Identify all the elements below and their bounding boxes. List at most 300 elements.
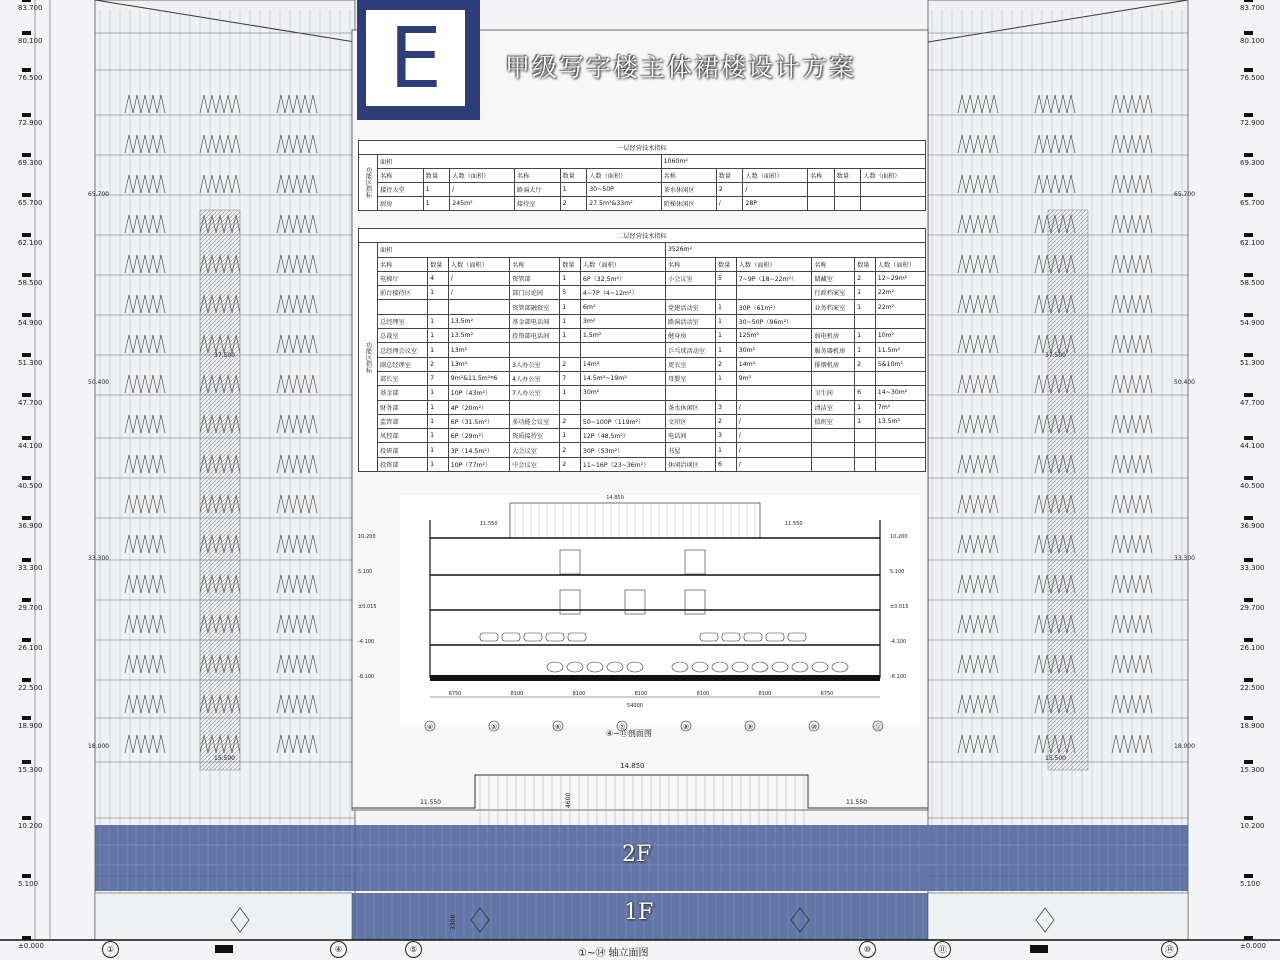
level-marker-bar bbox=[1244, 113, 1253, 117]
level-mark: 58.500 bbox=[1240, 279, 1265, 287]
table-cell: 风控部 bbox=[378, 429, 428, 443]
section-caption: ④~⑪剖面图 bbox=[606, 729, 652, 738]
section-level: -8.100 bbox=[890, 674, 907, 680]
table-row bbox=[359, 286, 926, 300]
level-mark: 69.300 bbox=[1240, 159, 1265, 167]
table-cell: 1 bbox=[560, 329, 581, 343]
level-mark: 18.900 bbox=[1240, 722, 1265, 730]
level-marker-bar bbox=[1244, 476, 1253, 480]
area-label: 面积 bbox=[378, 155, 662, 169]
table-cell bbox=[875, 429, 925, 443]
level-marker-bar bbox=[1244, 816, 1253, 820]
section-level: 11.550 bbox=[480, 521, 498, 527]
level-mark: 76.500 bbox=[18, 74, 43, 82]
level-marker-bar bbox=[1244, 598, 1253, 602]
logo-badge bbox=[357, 0, 480, 120]
table-cell: 茶水休闲区 bbox=[661, 183, 716, 197]
elev-mark: 50.400 bbox=[1174, 379, 1195, 386]
table-cell: 13.5m² bbox=[448, 329, 509, 343]
table-cell: 部长室 bbox=[378, 371, 428, 385]
table-cell: 1 bbox=[716, 443, 737, 457]
table-cell: 13m² bbox=[448, 357, 509, 371]
table-cell: 1 bbox=[428, 343, 449, 357]
elevation-axis-bubble: ④ bbox=[330, 941, 347, 958]
level-marker-bar bbox=[1244, 353, 1253, 357]
level-mark: 83.700 bbox=[18, 4, 43, 12]
level-marker-bar bbox=[1244, 874, 1253, 878]
table-cell: 28P bbox=[743, 197, 808, 211]
table-cell: 电梯厅 bbox=[378, 271, 428, 285]
table-header: 人数（面积） bbox=[743, 169, 808, 183]
table-cell: 10P（43m²） bbox=[448, 386, 509, 400]
elev-mark: 65.700 bbox=[88, 191, 109, 198]
table-cell: 厨房 bbox=[378, 197, 424, 211]
level-mark: 22.500 bbox=[1240, 684, 1265, 692]
table-cell: 2 bbox=[560, 197, 587, 211]
table-header: 名称 bbox=[808, 169, 835, 183]
table-caption: 一层经营技术指标 bbox=[359, 141, 926, 155]
floor-label-2f: 2F bbox=[622, 842, 652, 867]
level-marker-bar bbox=[22, 153, 31, 157]
table-cell bbox=[812, 371, 855, 385]
table-cell: 更衣室 bbox=[665, 357, 715, 371]
table-cell: 健身房 bbox=[665, 329, 715, 343]
table-cell: 9m² bbox=[736, 371, 812, 385]
level-mark: 72.900 bbox=[1240, 119, 1265, 127]
table-cell: 1 bbox=[560, 386, 581, 400]
elev-mark: 18.000 bbox=[1174, 743, 1195, 750]
elevation-axis-bubble: ⑭ bbox=[1161, 941, 1178, 958]
table-cell: / bbox=[736, 429, 812, 443]
table-cell: 前台接待区 bbox=[378, 286, 428, 300]
level-mark: 10.200 bbox=[18, 822, 43, 830]
table-cell: 1 bbox=[716, 343, 737, 357]
table-cell: 接待大堂 bbox=[378, 183, 424, 197]
section-axis-label: ⑧ bbox=[682, 723, 690, 731]
level-mark: 69.300 bbox=[18, 159, 43, 167]
table-row bbox=[359, 386, 926, 400]
level-marker-bar bbox=[1244, 153, 1253, 157]
section-axis-label: ⑦ bbox=[618, 723, 626, 731]
table-cell: 中会议室 bbox=[510, 457, 560, 471]
table-cell: 245m² bbox=[450, 197, 515, 211]
level-mark: 26.100 bbox=[18, 644, 43, 652]
table-cell: 12P（48.5m²） bbox=[580, 429, 665, 443]
table-row bbox=[359, 371, 926, 385]
table-cell: 7 bbox=[428, 371, 449, 385]
section-axis-label: ⑥ bbox=[554, 723, 562, 731]
level-mark: 65.700 bbox=[18, 199, 43, 207]
level-marker-bar bbox=[22, 113, 31, 117]
level-marker-bar bbox=[1244, 313, 1253, 317]
table-cell: 13m² bbox=[448, 343, 509, 357]
table-cell: 1 bbox=[428, 457, 449, 471]
level-mark: 40.500 bbox=[1240, 482, 1265, 490]
level-marker-bar bbox=[1244, 233, 1253, 237]
table-cell: / bbox=[736, 457, 812, 471]
table-cell: / bbox=[736, 414, 812, 428]
table-row bbox=[359, 457, 926, 471]
level-mark: 5.100 bbox=[1240, 880, 1261, 888]
table-header: 人数（面积） bbox=[448, 257, 509, 271]
table-cell bbox=[736, 386, 812, 400]
table-cell: 30m² bbox=[736, 343, 812, 357]
table-cell: 1 bbox=[560, 183, 587, 197]
podium-dim: 4600 bbox=[565, 792, 572, 808]
level-marker-bar bbox=[1244, 716, 1253, 720]
table-cell bbox=[510, 343, 560, 357]
table-row bbox=[359, 197, 926, 211]
table-cell bbox=[875, 371, 925, 385]
area-value: 3526m² bbox=[665, 243, 925, 257]
table-cell bbox=[861, 197, 926, 211]
section-span: 6750 bbox=[448, 691, 462, 697]
table-cell: 1 bbox=[428, 414, 449, 428]
table-cell: 7人办公室 bbox=[510, 386, 560, 400]
level-mark: 80.100 bbox=[18, 37, 43, 45]
table-header: 数量 bbox=[716, 169, 743, 183]
right-ground bbox=[928, 893, 1188, 940]
table-row bbox=[359, 343, 926, 357]
table-header: 名称 bbox=[510, 257, 560, 271]
table-header: 人数（面积） bbox=[450, 169, 515, 183]
table-cell: 1 bbox=[560, 300, 581, 314]
area-label: 面积 bbox=[378, 243, 666, 257]
section-span: 8100 bbox=[758, 691, 772, 697]
table-row bbox=[359, 314, 926, 328]
table-cell: 30P（61m²） bbox=[736, 300, 812, 314]
table-row bbox=[359, 300, 926, 314]
table-cell bbox=[665, 386, 715, 400]
level-mark: 10.200 bbox=[1240, 822, 1265, 830]
left-ground bbox=[95, 893, 352, 940]
section-level: 11.550 bbox=[785, 521, 803, 527]
level-mark: 54.900 bbox=[1240, 319, 1265, 327]
table-cell bbox=[428, 300, 449, 314]
table-cell: 4人办公室 bbox=[510, 371, 560, 385]
section-level: -4.100 bbox=[890, 639, 907, 645]
table-cell: / bbox=[448, 271, 509, 285]
table-cell: 茶水休闲区 bbox=[665, 400, 715, 414]
table-cell: 1 bbox=[716, 300, 737, 314]
table-cell: 1 bbox=[560, 429, 581, 443]
table-cell: 路演大厅 bbox=[514, 183, 560, 197]
table-cell bbox=[716, 386, 737, 400]
level-mark: 36.900 bbox=[18, 522, 43, 530]
table-cell bbox=[716, 286, 737, 300]
table-cell: 1 bbox=[855, 300, 876, 314]
table-cell: 7m² bbox=[875, 400, 925, 414]
table-cell: 3P（14.5m²） bbox=[448, 443, 509, 457]
table-row bbox=[359, 443, 926, 457]
table-cell bbox=[812, 314, 855, 328]
table-cell: 6P（29m²） bbox=[448, 429, 509, 443]
table-cell: 值班室 bbox=[812, 414, 855, 428]
section-span: 8100 bbox=[634, 691, 648, 697]
elevation-axis-bubble: ⑤ bbox=[405, 941, 422, 958]
elev-mark: 65.700 bbox=[1174, 191, 1195, 198]
elev-mark: 50.400 bbox=[88, 379, 109, 386]
table-cell: 30~50P（96m²） bbox=[736, 314, 812, 328]
table-cell: 基金部电话间 bbox=[510, 314, 560, 328]
level-marker-bar bbox=[1244, 558, 1253, 562]
section-level: 5.100 bbox=[358, 569, 373, 575]
table-cell: 2 bbox=[716, 183, 743, 197]
level-marker-bar bbox=[22, 558, 31, 562]
section-axis-label: ⑩ bbox=[810, 723, 818, 731]
level-mark: 62.100 bbox=[1240, 239, 1265, 247]
table-cell: 11.5m² bbox=[875, 343, 925, 357]
level-mark: 29.700 bbox=[1240, 604, 1265, 612]
table-cell: 1 bbox=[716, 371, 737, 385]
table-cell: 排烟机房 bbox=[812, 357, 855, 371]
table-cell: 11~16P（23~36m²） bbox=[580, 457, 665, 471]
sheet-title: 甲级写字楼主体裙楼设计方案 bbox=[505, 53, 857, 82]
table-cell: 1 bbox=[855, 329, 876, 343]
level-marker-bar bbox=[22, 273, 31, 277]
table-cell: 14~30m² bbox=[875, 386, 925, 400]
table-cell: 1.5m² bbox=[580, 329, 665, 343]
table-cell: 副总经理室 bbox=[378, 357, 428, 371]
table-cell: 6 bbox=[716, 457, 737, 471]
table-cell: 30m² bbox=[580, 386, 665, 400]
table-cell bbox=[875, 457, 925, 471]
table-cell bbox=[875, 443, 925, 457]
section-total: 54000 bbox=[627, 703, 643, 709]
table-cell bbox=[378, 300, 428, 314]
level-marker-bar bbox=[1244, 936, 1253, 940]
section-span: 6750 bbox=[820, 691, 834, 697]
elevation-axis-bubble: ① bbox=[102, 941, 119, 958]
table-header: 数量 bbox=[423, 169, 450, 183]
table-cell: 投资部 bbox=[378, 457, 428, 471]
level-marker-bar bbox=[22, 716, 31, 720]
table-cell bbox=[560, 400, 581, 414]
table-cell: 行政档案室 bbox=[812, 286, 855, 300]
level-marker-bar bbox=[22, 233, 31, 237]
level-mark: 44.100 bbox=[1240, 442, 1265, 450]
level-marker-bar bbox=[1244, 516, 1253, 520]
table-row bbox=[359, 414, 926, 428]
table-header: 名称 bbox=[665, 257, 715, 271]
level-mark: ±0.000 bbox=[1240, 942, 1266, 950]
table-cell bbox=[855, 429, 876, 443]
section-span: 8100 bbox=[696, 691, 710, 697]
table-row bbox=[359, 400, 926, 414]
level-marker-bar bbox=[22, 678, 31, 682]
section-axis-label: ④ bbox=[426, 723, 434, 731]
table-cell: 财务部 bbox=[378, 400, 428, 414]
level-mark: 47.700 bbox=[18, 399, 43, 407]
table-cell: 1 bbox=[855, 343, 876, 357]
level-mark: 72.900 bbox=[18, 119, 43, 127]
level-marker-bar bbox=[22, 936, 31, 940]
elevation-caption: ①~⑭ 轴立面图 bbox=[578, 948, 649, 959]
scale-bar bbox=[1030, 945, 1048, 953]
table-cell: 服务器机房 bbox=[812, 343, 855, 357]
table-cell: 资管部融资室 bbox=[510, 300, 560, 314]
elev-mark: 37.500 bbox=[214, 352, 235, 359]
table-cell: 4 bbox=[428, 271, 449, 285]
table-header: 名称 bbox=[378, 257, 428, 271]
table-cell: 50~100P（119m²） bbox=[580, 414, 665, 428]
section-level: -4.100 bbox=[358, 639, 375, 645]
table-cell: 2 bbox=[716, 357, 737, 371]
table-cell: 1 bbox=[428, 400, 449, 414]
table-cell: 阶梯休闲区 bbox=[661, 197, 716, 211]
table-cell: 1 bbox=[855, 400, 876, 414]
table-header: 数量 bbox=[716, 257, 737, 271]
level-marker-bar bbox=[22, 393, 31, 397]
table-cell bbox=[808, 197, 835, 211]
table-header: 人数（面积） bbox=[587, 169, 661, 183]
table-row bbox=[359, 429, 926, 443]
table-cell: 1 bbox=[855, 414, 876, 428]
table-row bbox=[359, 271, 926, 285]
level-marker-bar bbox=[22, 68, 31, 72]
level-marker-bar bbox=[22, 353, 31, 357]
level-mark: 15.300 bbox=[18, 766, 43, 774]
table-cell: 大会议室 bbox=[510, 443, 560, 457]
table-cell: 部门讨论间 bbox=[510, 286, 560, 300]
level-marker-bar bbox=[1244, 638, 1253, 642]
table-cell: 1 bbox=[716, 314, 737, 328]
table-cell: 小会议室 bbox=[665, 271, 715, 285]
right-core bbox=[1048, 210, 1088, 770]
table-cell: 5&10m² bbox=[875, 357, 925, 371]
table-cell: / bbox=[743, 183, 808, 197]
table-cell: 3人办公室 bbox=[510, 357, 560, 371]
table-cell: 乒乓球活动室 bbox=[665, 343, 715, 357]
table-row bbox=[359, 357, 926, 371]
table-cell: 10m² bbox=[875, 329, 925, 343]
table-cell: 22m² bbox=[875, 286, 925, 300]
table-cell: / bbox=[450, 183, 515, 197]
table-cell: / bbox=[716, 197, 743, 211]
table-header: 人数（面积） bbox=[736, 257, 812, 271]
table-header: 人数（面积） bbox=[875, 257, 925, 271]
table-cell: 5 bbox=[716, 271, 737, 285]
section-span: 8100 bbox=[572, 691, 586, 697]
table-row bbox=[359, 329, 926, 343]
table-cell: 1 bbox=[428, 286, 449, 300]
table-cell: 路演活动室 bbox=[665, 314, 715, 328]
scale-bar bbox=[215, 945, 233, 953]
section-level: 10.200 bbox=[358, 534, 376, 540]
table-cell: 储藏室 bbox=[812, 271, 855, 285]
elev-mark: 33.300 bbox=[1174, 555, 1195, 562]
table-cell: 资管部 bbox=[510, 271, 560, 285]
table-cell: 1 bbox=[428, 429, 449, 443]
floor2-tech-table bbox=[358, 228, 926, 472]
section-level: 14.850 bbox=[606, 495, 624, 501]
table-cell: 6P（32.5m²） bbox=[580, 271, 665, 285]
table-caption: 二层经营技术指标 bbox=[359, 229, 926, 243]
table-cell: 1 bbox=[716, 329, 737, 343]
level-mark: 29.700 bbox=[18, 604, 43, 612]
level-mark: 18.900 bbox=[18, 722, 43, 730]
table-cell bbox=[855, 371, 876, 385]
table-cell bbox=[855, 457, 876, 471]
table-cell: 4~7P（4~12m²） bbox=[580, 286, 665, 300]
table-cell: 30~50P bbox=[587, 183, 661, 197]
table-cell: 1 bbox=[428, 443, 449, 457]
table-cell bbox=[812, 443, 855, 457]
table-cell: 2 bbox=[855, 357, 876, 371]
table-header: 数量 bbox=[560, 169, 587, 183]
table-cell: 4P（20m²） bbox=[448, 400, 509, 414]
level-mark: 83.700 bbox=[1240, 4, 1265, 12]
level-mark: 54.900 bbox=[18, 319, 43, 327]
level-marker-bar bbox=[1244, 193, 1253, 197]
table-header: 名称 bbox=[661, 169, 716, 183]
table-cell: 14m² bbox=[736, 357, 812, 371]
table-cell: 9m²&11.5m²*6 bbox=[448, 371, 509, 385]
level-marker-bar bbox=[1244, 68, 1253, 72]
table-cell: / bbox=[736, 400, 812, 414]
table-cell: 清洁室 bbox=[812, 400, 855, 414]
table-cell: 投研部 bbox=[378, 443, 428, 457]
table-cell: 30P（53m²） bbox=[580, 443, 665, 457]
elev-mark: 14.850 bbox=[620, 762, 645, 770]
table-cell: 2 bbox=[560, 443, 581, 457]
table-cell bbox=[580, 400, 665, 414]
elev-mark: 37.500 bbox=[1045, 352, 1066, 359]
table-cell bbox=[812, 457, 855, 471]
table-cell: 总经理室 bbox=[378, 314, 428, 328]
table-cell: 投资部电话间 bbox=[510, 329, 560, 343]
table-cell: / bbox=[736, 443, 812, 457]
table-cell: / bbox=[448, 286, 509, 300]
level-mark: 58.500 bbox=[18, 279, 43, 287]
level-marker-bar bbox=[1244, 0, 1253, 2]
level-marker-bar bbox=[1244, 760, 1253, 764]
table-cell bbox=[448, 300, 509, 314]
level-marker-bar bbox=[1244, 273, 1253, 277]
table-header: 数量 bbox=[834, 169, 861, 183]
elev-mark: 18.000 bbox=[88, 743, 109, 750]
table-cell: 1 bbox=[428, 314, 449, 328]
table-cell: 10P（77m²） bbox=[448, 457, 509, 471]
level-marker-bar bbox=[1244, 393, 1253, 397]
table-cell: 27.5m²&33m² bbox=[587, 197, 661, 211]
elevation-axis-bubble: ⑪ bbox=[934, 941, 951, 958]
podium-dim: 3300 bbox=[450, 914, 457, 930]
level-mark: 5.100 bbox=[18, 880, 39, 888]
level-marker-bar bbox=[22, 598, 31, 602]
table-cell: 接待室 bbox=[514, 197, 560, 211]
level-mark: 26.100 bbox=[1240, 644, 1265, 652]
level-marker-bar bbox=[22, 313, 31, 317]
table-cell: 业务档案室 bbox=[812, 300, 855, 314]
table-cell bbox=[855, 314, 876, 328]
level-mark: 51.300 bbox=[1240, 359, 1265, 367]
table-cell: 3 bbox=[716, 429, 737, 443]
table-cell: 13.5m² bbox=[448, 314, 509, 328]
level-marker-bar bbox=[22, 436, 31, 440]
table-cell: 5 bbox=[560, 286, 581, 300]
table-cell: 6 bbox=[855, 386, 876, 400]
level-mark: 15.300 bbox=[1240, 766, 1265, 774]
level-marker-bar bbox=[22, 476, 31, 480]
section-level: ±0.015 bbox=[358, 604, 377, 610]
table-cell: 文印区 bbox=[665, 414, 715, 428]
level-mark: 33.300 bbox=[1240, 564, 1265, 572]
level-mark: 22.500 bbox=[18, 684, 43, 692]
table-cell bbox=[560, 343, 581, 357]
table-cell: 弱电机房 bbox=[812, 329, 855, 343]
table-cell bbox=[808, 183, 835, 197]
